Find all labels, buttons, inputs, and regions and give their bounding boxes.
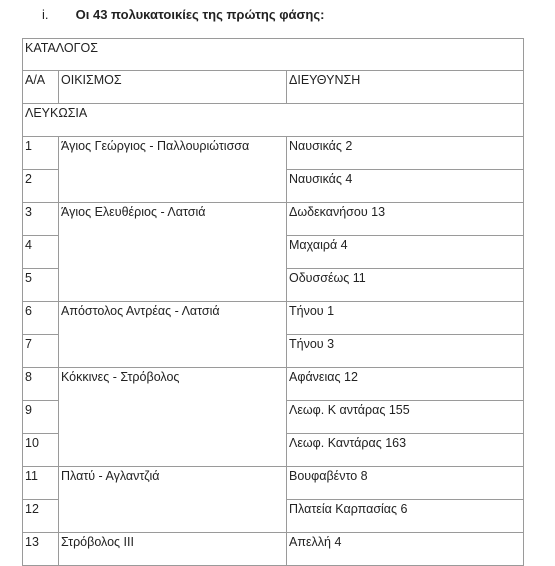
settlement-cell: Άγιος Ελευθέριος - Λατσιά bbox=[59, 203, 287, 302]
address-cell: Οδυσσέως 11 bbox=[287, 269, 524, 302]
address-cell: Δωδεκανήσου 13 bbox=[287, 203, 524, 236]
catalog-table bbox=[22, 38, 524, 566]
table-row bbox=[23, 137, 524, 170]
row-number: 1 bbox=[23, 137, 59, 170]
address-cell: Απελλή 4 bbox=[287, 533, 524, 566]
settlement-cell: Στρόβολος ΙΙΙ bbox=[59, 533, 287, 566]
row-number: 11 bbox=[23, 467, 59, 500]
address-cell: Αφάνειας 12 bbox=[287, 368, 524, 401]
row-number: 9 bbox=[23, 401, 59, 434]
settlement-cell: Κόκκινες - Στρόβολος bbox=[59, 368, 287, 467]
settlement-cell: Πλατύ - Αγλαντζιά bbox=[59, 467, 287, 533]
row-number: 8 bbox=[23, 368, 59, 401]
address-cell: Ναυσικάς 4 bbox=[287, 170, 524, 203]
address-cell: Λεωφ. Καντάρας 163 bbox=[287, 434, 524, 467]
column-header-settlement: ΟΙΚΙΣΜΟΣ bbox=[59, 71, 287, 104]
table-row bbox=[23, 203, 524, 236]
table-title-row bbox=[23, 39, 524, 71]
address-cell: Λεωφ. Κ αντάρας 155 bbox=[287, 401, 524, 434]
table-row bbox=[23, 467, 524, 500]
heading-text: Οι 43 πολυκατοικίες της πρώτης φάσης: bbox=[75, 7, 325, 22]
section-heading bbox=[42, 7, 324, 22]
settlement-cell: Άγιος Γεώργιος - Παλλουριώτισσα bbox=[59, 137, 287, 203]
address-cell: Μαχαιρά 4 bbox=[287, 236, 524, 269]
column-header-no: Α/Α bbox=[23, 71, 59, 104]
row-number: 7 bbox=[23, 335, 59, 368]
region-row bbox=[23, 104, 524, 137]
settlement-cell: Απόστολος Αντρέας - Λατσιά bbox=[59, 302, 287, 368]
address-cell: Πλατεία Καρπασίας 6 bbox=[287, 500, 524, 533]
row-number: 4 bbox=[23, 236, 59, 269]
row-number: 12 bbox=[23, 500, 59, 533]
region-label: ΛΕΥΚΩΣΙΑ bbox=[23, 104, 524, 137]
table-row bbox=[23, 302, 524, 335]
table-header-row bbox=[23, 71, 524, 104]
table-row bbox=[23, 533, 524, 566]
row-number: 10 bbox=[23, 434, 59, 467]
address-cell: Τήνου 3 bbox=[287, 335, 524, 368]
address-cell: Τήνου 1 bbox=[287, 302, 524, 335]
row-number: 6 bbox=[23, 302, 59, 335]
list-number: i. bbox=[42, 7, 49, 22]
table-title: ΚΑΤΑΛΟΓΟΣ bbox=[23, 39, 524, 71]
row-number: 13 bbox=[23, 533, 59, 566]
address-cell: Βουφαβέντο 8 bbox=[287, 467, 524, 500]
address-cell: Ναυσικάς 2 bbox=[287, 137, 524, 170]
row-number: 3 bbox=[23, 203, 59, 236]
column-header-address: ΔΙΕΥΘΥΝΣΗ bbox=[287, 71, 524, 104]
row-number: 2 bbox=[23, 170, 59, 203]
table-row bbox=[23, 368, 524, 401]
row-number: 5 bbox=[23, 269, 59, 302]
